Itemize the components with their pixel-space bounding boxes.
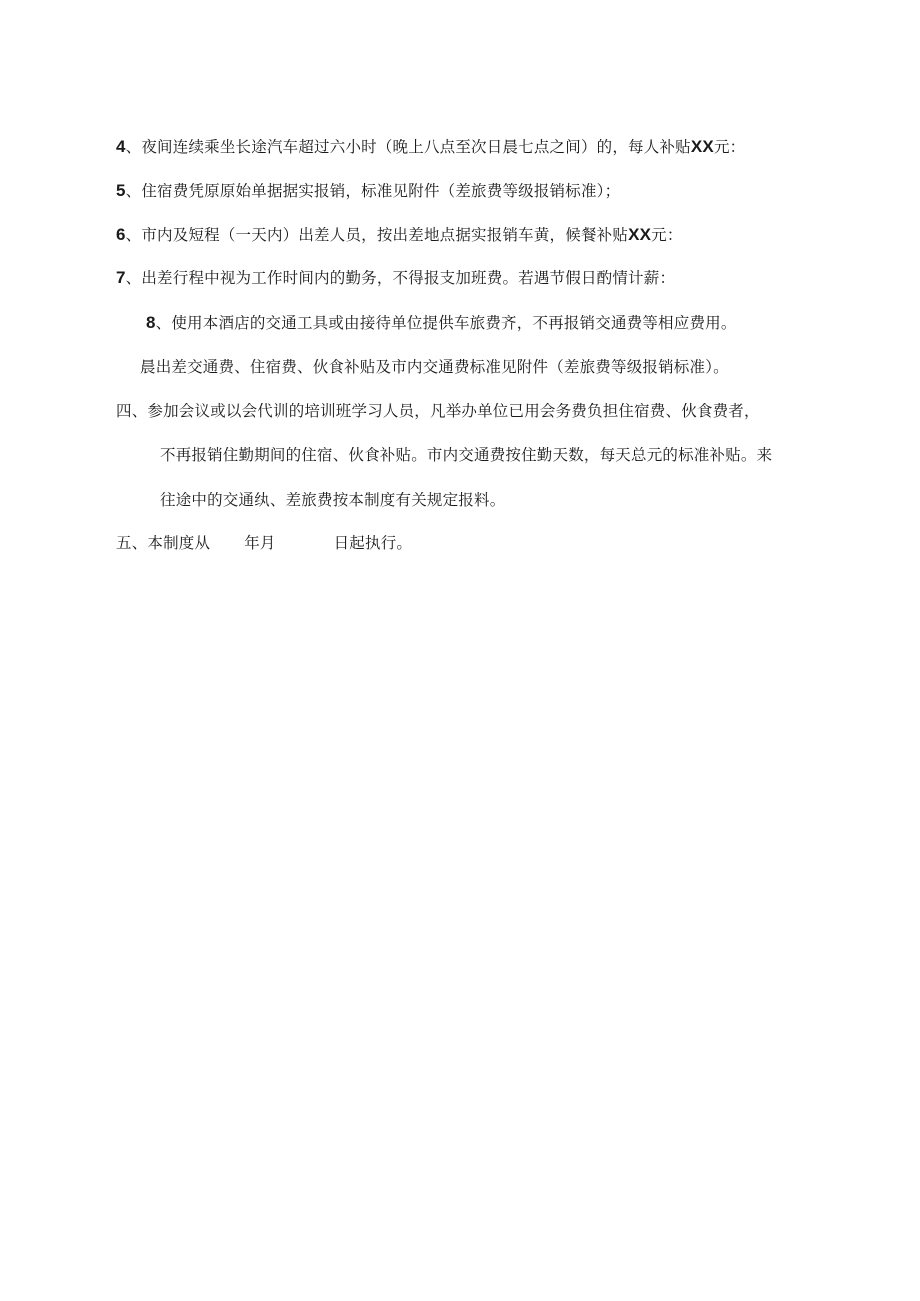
section-5 bbox=[116, 533, 412, 553]
section-5-year-month: 年月 bbox=[244, 534, 276, 552]
item-4-text: 、夜间连续乘坐长途汽车超过六小时（晚上八点至次日晨七点之间）的，每人补贴 bbox=[125, 138, 691, 156]
item-7 bbox=[116, 268, 675, 288]
item-5 bbox=[116, 181, 620, 201]
standards-note: 晨出差交通费、住宿费、伙食补贴及市内交通费标准见附件（差旅费等级报销标准）。 bbox=[140, 358, 729, 376]
item-6-number: 6 bbox=[116, 225, 126, 244]
section-5-prefix: 五、本制度从 bbox=[116, 534, 211, 552]
item-5-number: 5 bbox=[116, 181, 126, 200]
item-8-number: 8 bbox=[146, 313, 156, 332]
section-4-line-2: 不再报销住勤期间的住宿、伙食补贴。市内交通费按住勤天数，每天总元的标准补贴。来 bbox=[160, 446, 773, 464]
item-5-text: 、住宿费凭原原始单据据实报销，标准见附件（差旅费等级报销标准）； bbox=[125, 182, 621, 200]
item-4-unit: 元： bbox=[713, 138, 746, 156]
item-4-number: 4 bbox=[116, 137, 126, 156]
item-8-text: 、使用本酒店的交通工具或由接待单位提供车旅费齐，不再报销交通费等相应费用。 bbox=[155, 314, 737, 332]
item-6-text: 、市内及短程（一天内）出差人员，按出差地点据实报销车黄，候餐补贴 bbox=[125, 226, 629, 244]
item-7-text: 、出差行程中视为工作时间内的勤务，不得报支加班费。若遇节假日酌情计薪： bbox=[125, 269, 676, 287]
item-8 bbox=[146, 313, 737, 333]
item-7-number: 7 bbox=[116, 268, 126, 287]
section-4-line-1: 四、参加会议或以会代训的培训班学习人员，凡举办单位已用会务费负担住宿费、伙食费者， bbox=[116, 402, 760, 420]
item-6-unit: 元： bbox=[651, 226, 683, 244]
item-6 bbox=[116, 225, 683, 245]
item-4 bbox=[116, 137, 745, 157]
section-5-suffix: 日起执行。 bbox=[333, 534, 413, 552]
item-4-amount-placeholder: XX bbox=[690, 137, 714, 156]
section-4-line-3: 往途中的交通纨、差旅费按本制度有关规定报料。 bbox=[160, 491, 506, 509]
item-6-amount-placeholder: XX bbox=[628, 225, 652, 244]
